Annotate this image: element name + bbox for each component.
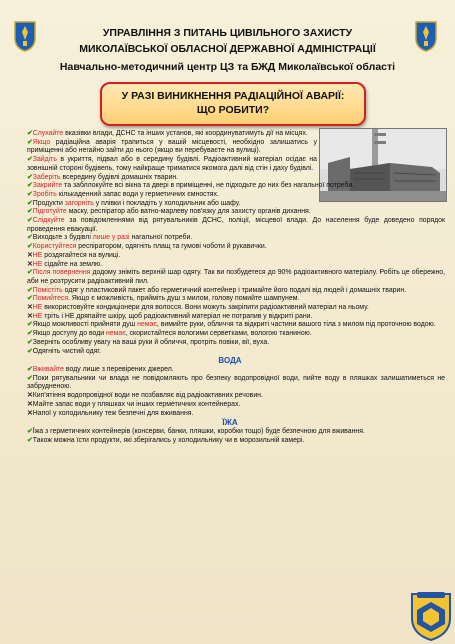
instruction-item xyxy=(15,330,445,339)
instruction-item xyxy=(15,375,445,392)
header-line-1: УПРАВЛІННЯ З ПИТАНЬ ЦИВІЛЬНОГО ЗАХИСТУ xyxy=(102,27,353,39)
instruction-item xyxy=(15,321,445,330)
item-text: воду лише з перевірених джерел. xyxy=(64,365,174,373)
item-text: Поки рятувальники чи влада не повідомляють про безпеку водопровідної води, пийте воду в пляшках залишатиметься не забрудненою. xyxy=(27,374,445,391)
item-keyword: Зайдіть xyxy=(32,156,57,164)
item-text: Також можна їсти продукти, які зберігались у холодильнику чи в морозильній камері. xyxy=(32,436,305,444)
cross-icon: ✕ xyxy=(27,400,33,408)
instruction-item xyxy=(15,130,317,139)
item-keyword: Після повернення xyxy=(32,269,91,277)
item-keyword: немає xyxy=(106,330,126,338)
checkmark-icon: ✔ xyxy=(27,199,33,207)
item-keyword: НЕ xyxy=(32,304,43,312)
item-text: всередину будівлі домашніх тварин. xyxy=(60,173,179,181)
checkmark-icon: ✔ xyxy=(27,243,33,251)
item-text: Одягніть чистий одяг. xyxy=(32,347,101,355)
item-text: радіаційна аварія трапиться у вашій місцевості, необхідно залишатись у приміщенні або негайно зайти до нього (якщо ви перебуваєте на вулиці). xyxy=(27,138,317,155)
checkmark-icon: ✔ xyxy=(27,374,33,382)
header-line-2: МИКОЛАЇВСЬКОЇ ОБЛАСНОЇ ДЕРЖАВНОЇ АДМІНІСТРАЦІЇ xyxy=(79,43,376,55)
item-text: роздягайтеся на вулиці. xyxy=(42,251,121,259)
checkmark-icon: ✔ xyxy=(27,217,33,225)
item-keyword: Користуйтеся xyxy=(32,243,77,251)
instruction-item xyxy=(15,191,445,200)
item-keyword: Якщо xyxy=(32,138,51,146)
title-banner xyxy=(100,82,366,126)
checkmark-icon: ✔ xyxy=(27,338,33,346)
cross-icon: ✕ xyxy=(27,251,33,259)
item-text: Кип'ятіння водопровідної води не позбавляє від радіоактивних речовин. xyxy=(32,392,263,400)
section-heading-water: ВОДА xyxy=(218,356,242,366)
item-keyword: Слухайте xyxy=(32,130,64,137)
item-text: додому зніміть верхній шар одягу. Так ви позбудетеся до 90% радіоактивного матеріалу. Робіть це обережно, аби не розтрусити радіоактивний пил. xyxy=(27,269,445,285)
instruction-item xyxy=(15,139,317,156)
item-text: нагальної потреби. xyxy=(129,234,193,242)
instruction-item xyxy=(15,410,445,419)
item-text: сідайте на землю. xyxy=(42,260,103,268)
checkmark-icon: ✔ xyxy=(27,138,33,146)
instruction-item xyxy=(15,348,445,357)
checkmark-icon: ✔ xyxy=(27,130,33,137)
instruction-item xyxy=(15,295,445,304)
instruction-item xyxy=(15,401,445,410)
checkmark-icon: ✔ xyxy=(27,330,33,338)
item-text: використовуйте кондиціонери для волосся. Вони можуть закріпити радіоактивний матеріал на ньому. xyxy=(42,304,369,312)
item-text: Якщо можливості прийняти душ xyxy=(32,321,138,329)
instruction-item xyxy=(15,156,317,173)
item-keyword: лише у разі xyxy=(92,234,130,242)
checkmark-icon: ✔ xyxy=(27,190,33,198)
item-keyword: Зробіть xyxy=(32,190,57,198)
title-line-2: ЩО РОБИТИ? xyxy=(196,104,270,116)
instruction-item xyxy=(15,208,445,217)
item-text: Виходьте з будівлі xyxy=(32,234,93,242)
item-text: , вимийте руки, обличчя та відкриті частини вашого тіла з милом під проточною водою. xyxy=(156,321,436,329)
item-keyword: Підготуйте xyxy=(32,208,67,216)
checkmark-icon: ✔ xyxy=(27,208,33,216)
instruction-item xyxy=(15,182,445,191)
instruction-item xyxy=(15,243,445,252)
header-line-3: Навчально-методичний центр ЦЗ та БЖД Миколаївської області xyxy=(59,61,396,73)
item-keyword: НЕ xyxy=(32,251,43,259)
item-keyword: Вживайте xyxy=(32,365,65,373)
instruction-item xyxy=(15,392,445,401)
cross-icon: ✕ xyxy=(27,392,33,400)
checkmark-icon: ✔ xyxy=(27,295,33,303)
checkmark-icon: ✔ xyxy=(27,347,33,355)
checkmark-icon: ✔ xyxy=(27,156,33,164)
item-text: Напої у холодильнику теж безпечні для вживання. xyxy=(32,409,194,417)
instruction-item xyxy=(15,428,445,437)
item-text: в укриття, підвал або в середину будівлі. Радіоактивний матеріал осідає на зовнішній стороні будівель, тому найкраще триматися якомога далі від стін і даху будівлі. xyxy=(27,156,317,172)
item-text: та забллокуйте всі вікна та двері в приміщенні, не підходьте до них без нагальної потреби. xyxy=(62,182,355,190)
checkmark-icon: ✔ xyxy=(27,321,33,329)
item-text: Зверніть особливу увагу на ваші руки й обличчя, протріть повіки, вії, вуха. xyxy=(32,338,270,346)
item-text: респіратором, одягніть плащ та гумові чоботи й рукавички. xyxy=(76,243,267,251)
instruction-item xyxy=(15,217,445,234)
item-text: Продукти xyxy=(32,199,65,207)
item-text: маску, респіратор або ватно-марлеву пов'язку для захисту органів дихання. xyxy=(66,208,311,216)
civil-protection-emblem-icon xyxy=(409,590,453,642)
item-text: у плівки і покладіть у холодильник або шафу. xyxy=(93,199,241,207)
instructions-body xyxy=(15,130,445,445)
instruction-item xyxy=(15,339,445,348)
instruction-item xyxy=(15,234,445,243)
item-text: , скористайтеся вологими серветками, вологою тканиною. xyxy=(125,330,312,338)
instruction-item xyxy=(15,269,445,286)
item-text: кількаденний запас води у герметичних ємностях. xyxy=(56,190,219,198)
item-text: за повідомленнями від рятувальників ДСНС, поліції, місцевої влади. До населення буде доведено порядок проведення евакуації. xyxy=(27,217,445,233)
cross-icon: ✕ xyxy=(27,312,33,320)
item-text: тріть і НЕ дряпайте шкіру, щоб радіоактивний матеріал не потрапив у відкриті рани. xyxy=(42,312,313,320)
cross-icon: ✕ xyxy=(27,304,33,312)
item-keyword: загорніть xyxy=(64,199,94,207)
checkmark-icon: ✔ xyxy=(27,436,33,444)
checkmark-icon: ✔ xyxy=(27,173,33,181)
instruction-item xyxy=(15,261,445,270)
checkmark-icon: ✔ xyxy=(27,427,33,435)
instruction-item xyxy=(15,252,445,261)
checkmark-icon: ✔ xyxy=(27,269,33,277)
item-text: Їжа з герметичних контейнерів (консерви, банки, пляшки, коробки тощо) буде безпечною для вживання. xyxy=(32,427,365,435)
checkmark-icon: ✔ xyxy=(27,182,33,190)
item-keyword: Помийтеся xyxy=(32,295,69,303)
item-keyword: Помістіть xyxy=(32,286,63,294)
checkmark-icon: ✔ xyxy=(27,286,33,294)
item-keyword: Заберіть xyxy=(32,173,61,181)
item-text: вказівки влади, ДСНС та інших установ, які координуватимуть дії на місцях. xyxy=(63,130,308,137)
item-keyword: Закрийте xyxy=(32,182,63,190)
item-keyword: НЕ xyxy=(32,312,43,320)
checkmark-icon: ✔ xyxy=(27,234,33,242)
instruction-item xyxy=(15,366,445,375)
cross-icon: ✕ xyxy=(27,260,33,268)
item-text: Майте запас води у пляшках чи інших герметичних контейнерах. xyxy=(32,400,241,408)
item-keyword: немає xyxy=(137,321,157,329)
item-text: одяг у пластиковий пакет або герметичний контейнер і тримайте його подалі від людей і домашніх тварин. xyxy=(62,286,407,294)
mykolaiv-crest-icon xyxy=(12,18,38,52)
instruction-item xyxy=(15,304,445,313)
item-text: Якщо доступу до води xyxy=(32,330,106,338)
item-keyword: НЕ xyxy=(32,260,43,268)
item-text: . Якщо є можливість, прийміть душ з милом, голову помийте шампунем. xyxy=(68,295,300,303)
title-line-1: У РАЗІ ВИНИКНЕННЯ РАДІАЦІЙНОЇ АВАРІЇ: xyxy=(121,90,345,102)
instruction-item xyxy=(15,174,445,183)
cross-icon: ✕ xyxy=(27,409,33,417)
checkmark-icon: ✔ xyxy=(27,365,33,373)
instruction-item xyxy=(15,437,445,446)
section-heading-food: ЇЖА xyxy=(222,418,238,428)
item-keyword: Слідкуйте xyxy=(32,217,65,225)
ukraine-crest-icon xyxy=(413,18,439,52)
